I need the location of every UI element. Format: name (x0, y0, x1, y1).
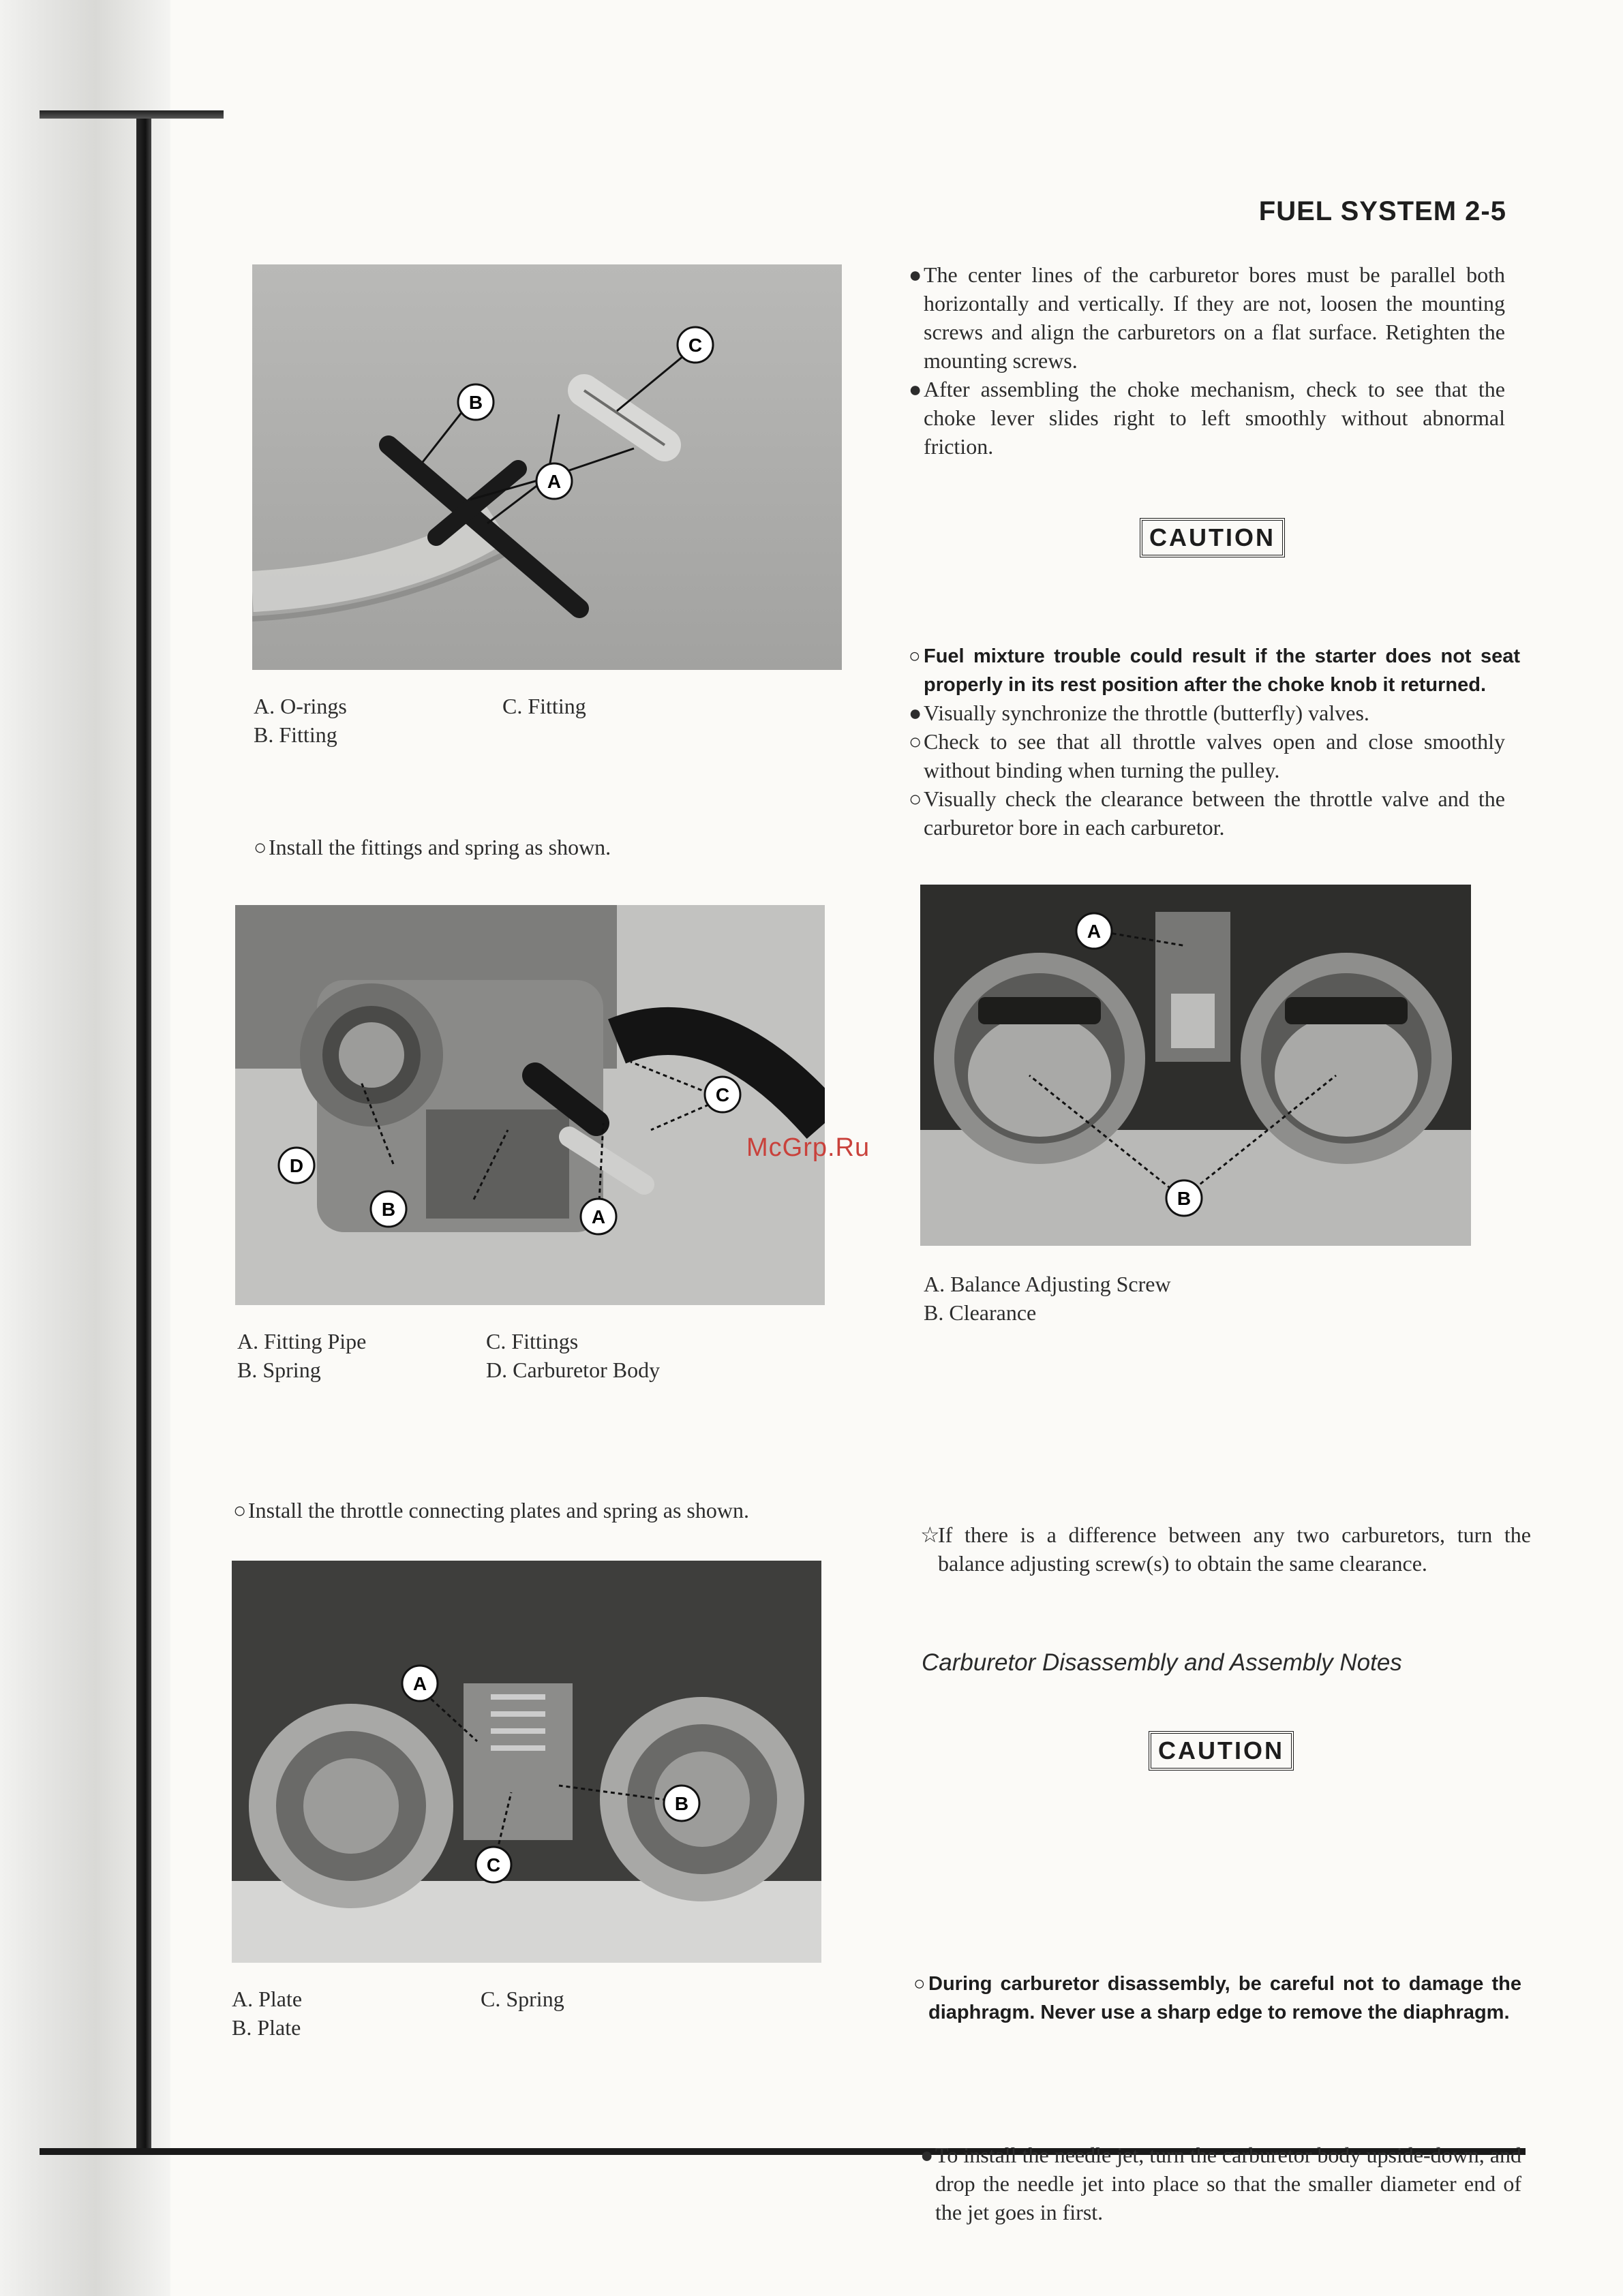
svg-text:A: A (547, 471, 562, 492)
caption-b: B. Plate (232, 2015, 301, 2040)
callout-a (402, 1666, 438, 1701)
caption-d: D. Carburetor Body (486, 1358, 661, 1382)
figure-fittings-caption (254, 692, 840, 749)
callout-a (536, 463, 572, 499)
figure-plates-photo (232, 1561, 821, 1963)
caption-a: A. Fitting Pipe (237, 1329, 367, 1353)
bullet-marker: ● (909, 262, 922, 287)
install-plates-instruction: ○ Install the throttle connecting plates and spring as shown. (233, 1496, 841, 1525)
needle-jet-step: ● To install the needle jet, turn the carburetor body upside-down, and drop the needle jet into place so that the smaller diameter end of the jet goes in first. (920, 2141, 1521, 2226)
caution-diaphragm-warning: ○ During carburetor disassembly, be careful not to damage the diaphragm. Never use a sharp edge to remove the diaphragm. (913, 1970, 1521, 2027)
watermark: McGrp.Ru (746, 1133, 870, 1162)
figure-carburetor-body-photo (235, 905, 825, 1305)
right-column-top (909, 260, 1505, 461)
callout-d (279, 1148, 314, 1183)
choke-check-step: ● After assembling the choke mechanism, check to see that the choke lever slides right to left smoothly without abnormal friction. (909, 375, 1505, 461)
bullet-marker: ○ (909, 645, 921, 667)
check-clearance-step: ○ Visually check the clearance between the throttle valve and the carburetor bore in each carburetor. (909, 784, 1505, 842)
figure-carburetor-body-caption (237, 1327, 823, 1384)
bullet-marker: ○ (233, 1498, 247, 1522)
svg-text:D: D (289, 1155, 304, 1176)
section-heading: Carburetor Disassembly and Assembly Notes (922, 1649, 1402, 1676)
svg-text:C: C (715, 1084, 730, 1105)
bullet-marker: ○ (909, 729, 922, 754)
svg-text:B: B (1177, 1188, 1192, 1209)
callout-b (458, 384, 494, 420)
svg-text:C: C (486, 1854, 501, 1876)
callout-c (476, 1847, 511, 1882)
bullet-marker: ○ (913, 1973, 926, 1995)
bullet-marker: ● (909, 701, 922, 725)
caption-c: C. Spring (481, 1987, 564, 2011)
bullet-marker: ● (920, 2143, 934, 2167)
caption-a: A. Balance Adjusting Screw (924, 1272, 1171, 1296)
svg-text:A: A (591, 1206, 606, 1227)
caption-b: B. Clearance (924, 1300, 1037, 1325)
sync-throttle-step: ● Visually synchronize the throttle (butterfly) valves. (909, 699, 1505, 727)
svg-text:C: C (688, 335, 703, 356)
callout-b (371, 1191, 406, 1227)
svg-text:A: A (1087, 921, 1102, 942)
figure-clearance-photo (920, 885, 1471, 1246)
callout-b (664, 1786, 699, 1821)
caution-badge: CAUTION (1140, 518, 1285, 557)
figure-plates-caption (232, 1985, 818, 2042)
caption-a: A. O-rings (254, 694, 347, 718)
caption-b: B. Fitting (254, 722, 337, 747)
check-valves-step: ○ Check to see that all throttle valves open and close smoothly without binding when turning the pulley. (909, 727, 1505, 784)
caption-b: B. Spring (237, 1358, 321, 1382)
caption-a: A. Plate (232, 1987, 303, 2011)
star-marker: ☆ (920, 1522, 940, 1547)
figure-clearance-caption (924, 1270, 1469, 1327)
bullet-marker: ○ (254, 835, 267, 859)
figure-fittings-photo (252, 264, 842, 670)
callout-c (678, 327, 713, 363)
throttle-sync-steps (909, 699, 1505, 842)
scan-top-edge (40, 110, 224, 119)
caution-starter-warning: ○ Fuel mixture trouble could result if the starter does not seat properly in its rest position after the choke knob it returned. (909, 642, 1520, 699)
balance-adjust-step: ☆ If there is a difference between any two carburetors, turn the balance adjusting screw(s) to obtain the same clearance. (920, 1520, 1531, 1578)
svg-text:B: B (381, 1199, 396, 1220)
page-binding-edge (136, 112, 151, 2154)
callout-a (1076, 913, 1112, 949)
caption-c: C. Fittings (486, 1329, 579, 1353)
bullet-marker: ● (909, 377, 922, 401)
bore-alignment-step: ● The center lines of the carburetor bores must be parallel both horizontally and vertically. If they are not, loosen the mounting screws and align the carburetors on a flat surface. Retighten the mounting screws. (909, 260, 1505, 375)
page-header: FUEL SYSTEM 2-5 (1258, 196, 1506, 226)
caution-badge: CAUTION (1149, 1731, 1294, 1771)
svg-text:B: B (468, 392, 483, 413)
bullet-marker: ○ (909, 786, 922, 811)
caption-c: C. Fitting (502, 694, 586, 718)
svg-text:B: B (674, 1793, 689, 1814)
callout-c (705, 1077, 740, 1112)
callout-a (581, 1199, 616, 1234)
svg-text:A: A (412, 1673, 427, 1694)
install-fittings-instruction: ○ Install the fittings and spring as shown. (254, 833, 841, 861)
callout-b (1166, 1180, 1202, 1216)
